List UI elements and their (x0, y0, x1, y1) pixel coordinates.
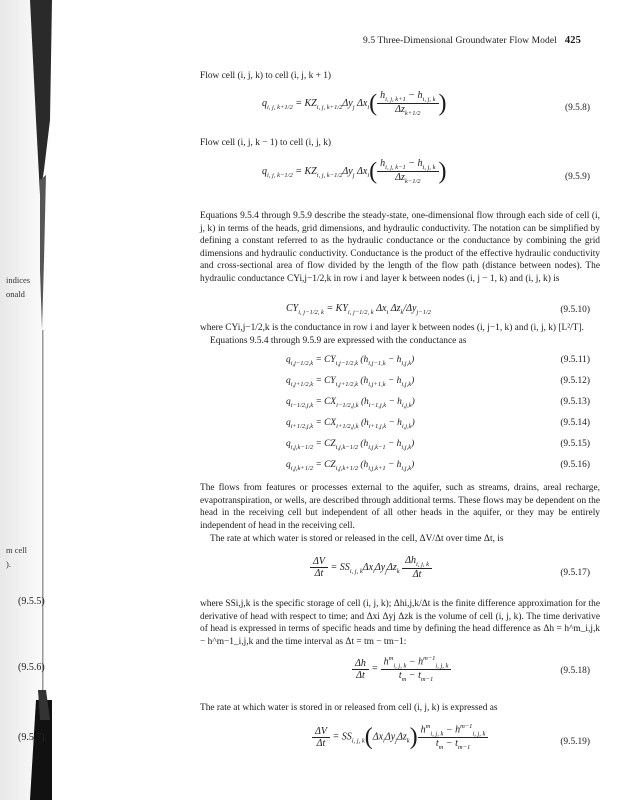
page-binding-shadow (0, 0, 52, 800)
equation-9512: $q_{i,j+1/2,k} = CY_{i,j+1/2,k}$ $(h_{i,j+1,k} - h_{i,j,k})$ (286, 376, 415, 388)
page-number: 425 (564, 35, 581, 46)
equation-number: (9.5.10) (560, 305, 590, 315)
equation-9510: $CY_{i, j-1/2, k} = KY_{i, j-1/2, k}$ $\Delta x_i$ $\Delta z_k/\Delta y_{j-1/2}$ (286, 303, 431, 316)
margin-note: m cell (6, 545, 28, 555)
equation-9516: $q_{i,j,k+1/2} = CZ_{i,j,k+1/2}$ $(h_{i,j,k+1} - h_{i,j,k})$ (286, 460, 415, 472)
equation-958: $q_{i, j, k+1/2} = KZ_{i, j, k+1/2}\Delta y_j$ $\Delta x_i$( $\frac{h_{i, j, k+1} - h_{i, j, k}}{\Delta z_{k+1/2}}$ ) (262, 90, 447, 117)
equation-number: (9.5.13) (560, 397, 590, 407)
equation-number: (9.5.8) (565, 103, 590, 113)
paragraph: The rate at which water is stored in or released from cell (i, j, k) is expressed as (200, 703, 498, 713)
equation-9518: $\frac{\Delta h}{\Delta t}$ = $\frac{h^m_{i, j, k} - h^{m-1}_{i, j, k}}{t_m - t_{m-1}}$ (352, 655, 451, 683)
running-head (363, 35, 581, 46)
margin-equation-number: (9.5.7) (18, 732, 45, 743)
equation-9514: $q_{i+1/2,j,k} = CX_{i+1/2,j,k}$ $(h_{i+1,j,k} - h_{i,j,k})$ (286, 418, 415, 430)
margin-equation-number: (9.5.6) (18, 662, 45, 673)
equation-number: (9.5.14) (560, 418, 590, 428)
paragraph: Equations 9.5.4 through 9.5.9 describe the steady-state, one-dimensional flow through each side of cell (i, j, k) in terms of the heads, grid dimensions, and hydraulic conductivity. The notation can be simplified by defining a constant referred to as the hydraulic conductance or the conductance by combining the grid dimensions and hydraulic conductivity. Conductance is the product of the effective hydraulic conductivity and cross-sectional area of flow divided by the length of the flow path (distance between nodes). The hydraulic conductance CYi,j−1/2,k in row i and layer k between nodes (i, j − 1, k) and (i, j, k) is (200, 211, 600, 284)
equation-9511: $q_{i,j-1/2,k} = CY_{i,j-1/2,k}$ $(h_{i,j-1,k} - h_{i,j,k})$ (286, 355, 415, 367)
margin-note: ). (6, 559, 11, 569)
paragraph: where SSi,j,k is the specific storage of cell (i, j, k); Δhi,j,k/Δt is the finite difference approximation for the derivative of head with respect to time; and Δxi Δyj Δzk is the volume of cell (i, j, k). The time derivative of head is expressed in terms of specific heads and time by defining the head difference as Δh = h^m_i,j,k − h^m−1_i,j,k and the time interval as Δt = tm − tm−1: (200, 599, 600, 647)
equation-9515: $q_{i,j,k-1/2} = CZ_{i,j,k-1/2}$ $(h_{i,j,k-1} - h_{i,j,k})$ (286, 439, 415, 451)
running-title: 9.5 Three-Dimensional Groundwater Flow Model (363, 36, 557, 46)
section-heading: Flow cell (i, j, k − 1) to cell (i, j, k) (200, 138, 332, 148)
equation-number: (9.5.12) (560, 376, 590, 386)
equation-9517: $\frac{\Delta V}{\Delta t}$ = $SS_{i, j, k}\Delta x_i\Delta y_j\Delta z_k$ $\frac{\Delta h_{i, j, k}}{\Delta t}$ (310, 555, 432, 580)
equation-number: (9.5.11) (560, 355, 590, 365)
paragraph: where CYi,j−1/2,k is the conductance in row i and layer k between nodes (i, j−1, k) and (i, j, k) [L²/T]. (200, 323, 584, 333)
equation-number: (9.5.16) (560, 460, 590, 470)
margin-note: indices (6, 275, 31, 285)
margin-equation-number: (9.5.5) (18, 596, 45, 607)
equation-number: (9.5.9) (565, 172, 590, 182)
equation-959: $q_{i, j, k-1/2} = KZ_{i, j, k-1/2}\Delta y_j$ $\Delta x_i$( $\frac{h_{i, j, k-1} - h_{i, j, k}}{\Delta z_{k-1/2}}$ ) (262, 158, 447, 185)
equation-9519: $\frac{\Delta V}{\Delta t}$ = $SS_{i, j, k}(\Delta x_i\Delta y_j\Delta z_k)$ $\frac{h^m_{i, j, k} - h^{m-1}_{i, j, k}}{t_m - t_{m-1}}$ (312, 723, 488, 751)
equation-number: (9.5.19) (560, 737, 590, 747)
margin-note: onald (6, 289, 25, 299)
equation-number: (9.5.17) (560, 568, 590, 578)
paragraph: The flows from features or processes external to the aquifer, such as streams, drains, areal recharge, evapotranspiration, or wells, are described through additional terms. These flows may be dependent on the head in the receiving cell but independent of all other heads in the aquifer, or they may be entirely independent of head in the receiving cell. (200, 483, 600, 531)
equation-9513: $q_{i-1/2,j,k} = CX_{i-1/2,j,k}$ $(h_{i-1,j,k} - h_{i,j,k})$ (286, 397, 415, 409)
paragraph: The rate at which water is stored or released in the cell, ΔV/Δt over time Δt, is (210, 534, 504, 544)
equation-number: (9.5.18) (560, 666, 590, 676)
equation-number: (9.5.15) (560, 439, 590, 449)
paragraph: Equations 9.5.4 through 9.5.9 are expressed with the conductance as (210, 336, 467, 346)
section-heading: Flow cell (i, j, k) to cell (i, j, k + 1) (200, 71, 332, 81)
